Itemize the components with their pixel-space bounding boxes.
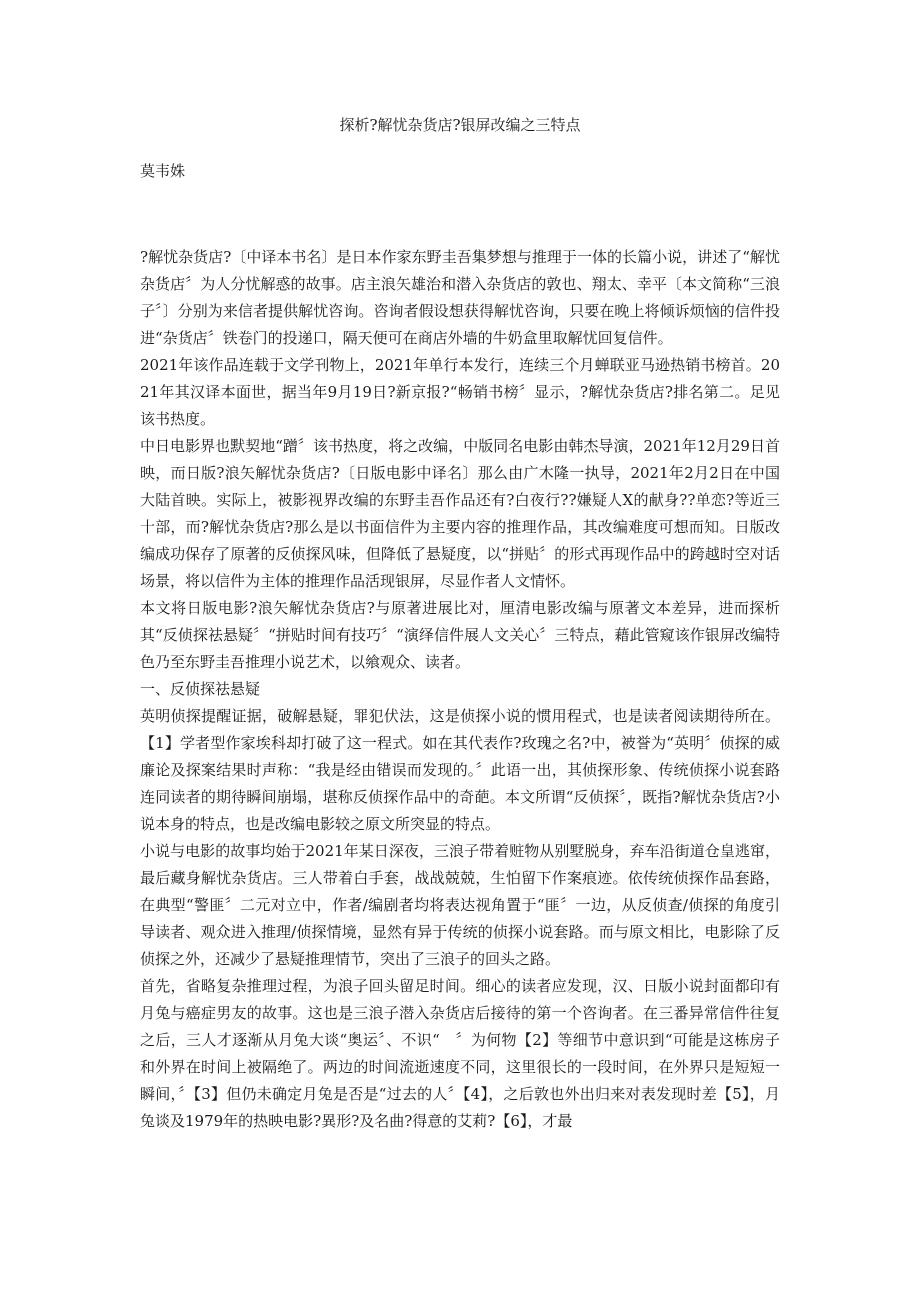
document-page xyxy=(140,112,780,1135)
paragraph: 本文将日版电影?浪矢解忧杂货店?与原著进展比对，厘清电影改编与原著文本差异，进而探析其“反侦探祛悬疑〞“拼贴时间有技巧〞“演绎信件展人文关心〞三特点，藉此管窥该作银屏改编特色乃至东野圭吾推理小说艺术，以飨观众、读者。 xyxy=(140,599,780,671)
paragraph: ?解忧杂货店?〔中译本书名〕是日本作家东野圭吾集梦想与推理于一体的长篇小说，讲述了“解忧杂货店〞为人分忧解惑的故事。店主浪矢雄治和潜入杂货店的敦也、翔太、幸平〔本文简称“三浪子〞〕分别为来信者提供解忧咨询。咨询者假设想获得解忧咨询，只要在晚上将倾诉烦恼的信件投进“杂货店〞铁卷门的投递口，隔天便可在商店外墙的牛奶盒里取解忧回复信件。 xyxy=(140,248,780,347)
author-name: 莫韦姝 xyxy=(140,162,186,180)
document-title: 探析?解忧杂货店?银屏改编之三特点 xyxy=(339,116,581,134)
section-heading: 一、反侦探祛悬疑 xyxy=(140,680,261,698)
paragraph: 中日电影界也默契地“蹭〞该书热度，将之改编，中版同名电影由韩杰导演，2021年12月29日首映，而日版?浪矢解忧杂货店?〔日版电影中译名〕那么由广木隆一执导，2021年2月2日在中国大陆首映。实际上，被影视界改编的东野圭吾作品还有?白夜行??嫌疑人X的献身??单恋?等近三十部，而?解忧杂货店?那么是以书面信件为主要内容的推理作品，其改编难度可想而知。日版改编成功保存了原著的反侦探风味，但降低了悬疑度，以“拼贴〞的形式再现作品中的跨越时空对话场景，将以信件为主体的推理作品活现银屏，尽显作者人文情怀。 xyxy=(140,437,780,590)
paragraph: 首先，省略复杂推理过程，为浪子回头留足时间。细心的读者应发现，汉、日版小说封面都印有月兔与癌症男友的故事。这也是三浪子潜入杂货店后接待的第一个咨询者。在三番异常信件往复之后，三人才逐渐从月兔大谈“奥运〞、不识“ 〞为何物【2】等细节中意识到“可能是这栋房子和外界在时间上被隔绝了。两边的时间流逝速度不同，这里很长的一段时间，在外界只是短短一瞬间，〞【3】但仍未确定月兔是否是“过去的人〞【4】，之后敦也外出归来对表发现时差【5】，月兔谈及1979年的热映电影?異形?及名曲?得意的艾莉?【6】，才最 xyxy=(140,977,780,1130)
paragraph: 英明侦探提醒证据，破解悬疑，罪犯伏法，这是侦探小说的惯用程式，也是读者阅读期待所在。【1】学者型作家埃科却打破了这一程式。如在其代表作?玫瑰之名?中，被誉为“英明〞侦探的威廉论及探案结果时声称：“我是经由错误而发现的。〞此语一出，其侦探形象、传统侦探小说套路连同读者的期待瞬间崩塌，堪称反侦探作品中的奇葩。本文所谓“反侦探〞，既指?解忧杂货店?小说本身的特点，也是改编电影较之原文所突显的特点。 xyxy=(140,707,780,833)
paragraph: 2021年该作品连载于文学刊物上，2021年单行本发行，连续三个月蝉联亚马逊热销书榜首。2021年其汉译本面世，据当年9月19日?新京报?“畅销书榜〞显示，?解忧杂货店?排名第二。足见该书热度。 xyxy=(140,356,780,428)
document-body xyxy=(140,244,780,1135)
paragraph: 小说与电影的故事均始于2021年某日深夜，三浪子带着赃物从别墅脱身，弃车沿街道仓皇逃窜，最后藏身解忧杂货店。三人带着白手套，战战兢兢，生怕留下作案痕迹。依传统侦探作品套路，在典型“警匪〞二元对立中，作者/编剧者均将表达视角置于“匪〞一边，从反侦查/侦探的角度引导读者、观众进入推理/侦探情境，显然有异于传统的侦探小说套路。而与原文相比，电影除了反侦探之外，还减少了悬疑推理情节，突出了三浪子的回头之路。 xyxy=(140,842,780,968)
